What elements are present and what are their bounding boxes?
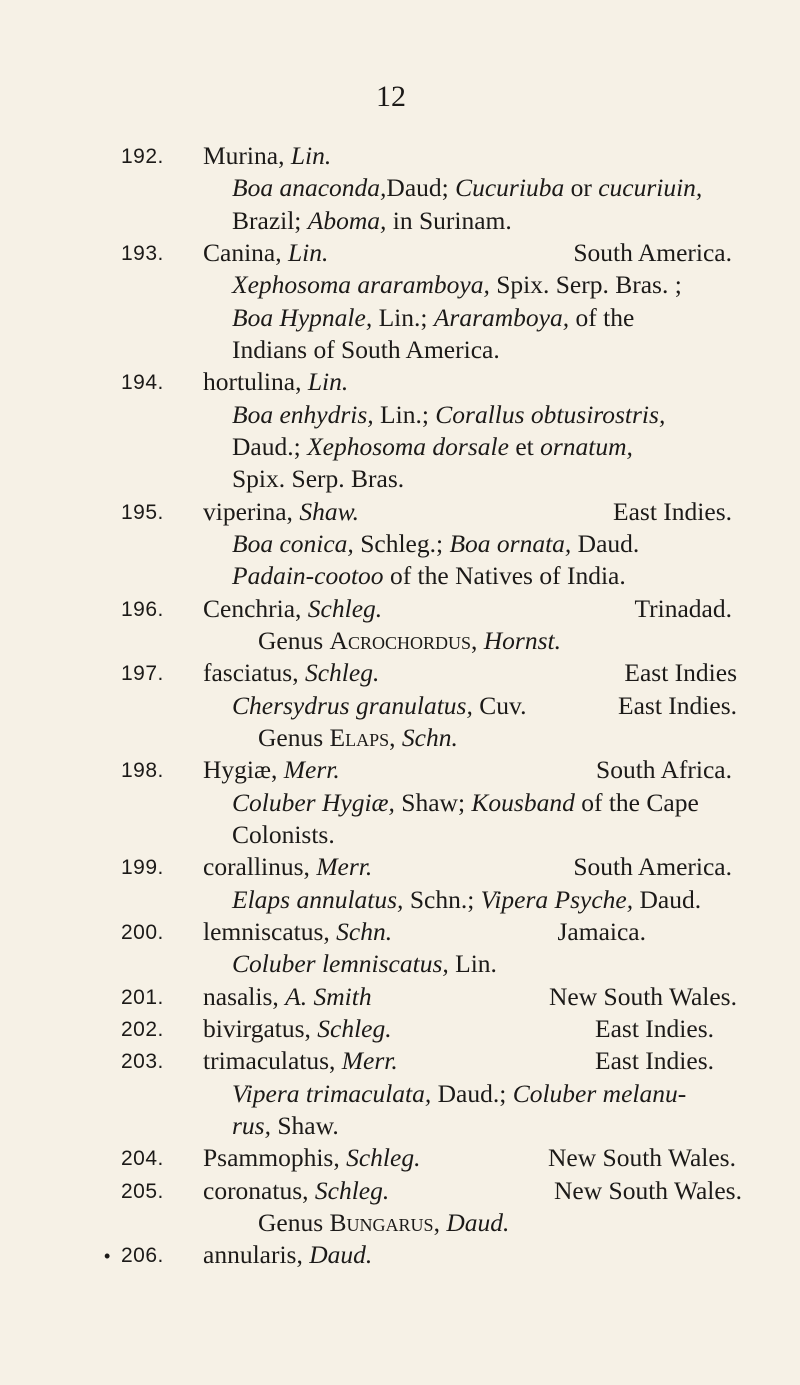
species-name: bivirgatus, bbox=[203, 1014, 311, 1043]
entry-number: 202. bbox=[121, 1018, 164, 1041]
author: Schleg. bbox=[304, 658, 380, 687]
author: Merr. bbox=[316, 852, 373, 881]
species-name: Canina, bbox=[203, 238, 282, 267]
entry-number: 201. bbox=[121, 986, 164, 1009]
locality: East Indies. bbox=[618, 691, 737, 720]
species-name: annularis, bbox=[203, 1240, 303, 1269]
synonym-line: Daud.; Xephosoma dorsale et ornatum, bbox=[232, 432, 633, 461]
entry-204 bbox=[0, 1140, 800, 1176]
species-name: Murina, bbox=[203, 141, 285, 170]
author: Schleg. bbox=[307, 594, 383, 623]
entry-number: 196. bbox=[121, 598, 164, 621]
author: Lin. bbox=[287, 238, 329, 267]
entry-193 bbox=[0, 235, 800, 271]
entry-number: 192. bbox=[121, 145, 164, 168]
author: Lin. bbox=[307, 367, 349, 396]
synonym-line: Elaps annulatus, Schn.; Vipera Psyche, Daud. bbox=[232, 885, 702, 914]
locality: East Indies. bbox=[613, 497, 732, 526]
entry-200 bbox=[0, 914, 800, 950]
species-name: Hygiæ, bbox=[203, 755, 278, 784]
locality: New South Wales. bbox=[547, 1143, 736, 1172]
entry-number: 194. bbox=[121, 371, 164, 394]
entry-number: 206. bbox=[121, 1244, 164, 1267]
locality: South America. bbox=[573, 238, 732, 267]
species-name: Psammophis, bbox=[203, 1143, 340, 1172]
entry-number: 203. bbox=[121, 1050, 164, 1073]
genus-heading: Genus Elaps, Schn. bbox=[258, 723, 458, 752]
author: Schleg. bbox=[314, 1176, 390, 1205]
entry-number: 205. bbox=[121, 1180, 164, 1203]
entry-206 bbox=[0, 1237, 800, 1273]
genus-heading: Genus Acrochordus, Hornst. bbox=[258, 626, 561, 655]
author: Shaw. bbox=[299, 497, 360, 526]
entry-203 bbox=[0, 1043, 800, 1079]
author: Schleg. bbox=[346, 1143, 421, 1172]
author: Schn. bbox=[336, 917, 393, 946]
species-name: corallinus, bbox=[203, 852, 310, 881]
locality: South America. bbox=[573, 852, 732, 881]
locality: East Indies. bbox=[595, 1046, 714, 1075]
entry-number: 204. bbox=[121, 1147, 164, 1170]
synonym-line: Boa conica, Schleg.; Boa ornata, Daud. bbox=[232, 529, 640, 558]
author: A. Smith bbox=[285, 982, 372, 1011]
locality: Trinadad. bbox=[634, 594, 732, 623]
page-number: 12 bbox=[376, 80, 406, 113]
synonym-line: Coluber lemniscatus, Lin. bbox=[232, 949, 497, 978]
synonym-line: Boa anaconda,Daud; Cucuriuba or cucuriuin, bbox=[232, 173, 703, 202]
author: Lin. bbox=[290, 141, 332, 170]
entry-202 bbox=[0, 1011, 800, 1047]
locality: New South Wales. bbox=[553, 1176, 742, 1205]
synonym-line: Vipera trimaculata, Daud.; Coluber melanu- bbox=[232, 1079, 687, 1108]
synonym-line: Chersydrus granulatus, Cuv. East Indies. bbox=[0, 688, 800, 724]
species-name: hortulina, bbox=[203, 367, 302, 396]
species-name: Cenchria, bbox=[203, 594, 302, 623]
author: Merr. bbox=[341, 1046, 398, 1075]
entry-number: 193. bbox=[121, 242, 164, 265]
author: Merr. bbox=[283, 755, 340, 784]
locality: New South Wales. bbox=[548, 982, 737, 1011]
synonym-line: Boa Hypnale, Lin.; Araramboya, of the bbox=[232, 303, 635, 332]
locality: South Africa. bbox=[596, 755, 732, 784]
synonym-line: Boa enhydris, Lin.; Corallus obtusirostris, bbox=[232, 400, 666, 429]
locality: East Indies bbox=[624, 658, 737, 687]
synonym-line: rus, Shaw. bbox=[232, 1111, 339, 1140]
genus-heading: Genus Bungarus, Daud. bbox=[258, 1208, 510, 1237]
entry-192 bbox=[0, 138, 800, 174]
entry-199 bbox=[0, 849, 800, 885]
entry-number: 195. bbox=[121, 501, 164, 524]
entry-number: 198. bbox=[121, 759, 164, 782]
author: Schleg. bbox=[317, 1014, 392, 1043]
synonym-line: Indians of South America. bbox=[232, 335, 500, 364]
species-name: trimaculatus, bbox=[203, 1046, 336, 1075]
entry-number: 197. bbox=[121, 662, 164, 685]
synonym-line: Padain-cootoo of the Natives of India. bbox=[232, 561, 626, 590]
entry-196 bbox=[0, 591, 800, 627]
species-name: lemniscatus, bbox=[203, 917, 330, 946]
synonym-line: Brazil; Aboma, in Surinam. bbox=[232, 206, 512, 235]
entry-number: 200. bbox=[121, 921, 164, 944]
bullet-mark: • bbox=[104, 1246, 111, 1266]
author: Daud. bbox=[309, 1240, 373, 1269]
entry-number: 199. bbox=[121, 856, 164, 879]
species-name: nasalis, bbox=[203, 982, 279, 1011]
species-name: viperina, bbox=[203, 497, 293, 526]
entry-197 bbox=[0, 655, 800, 691]
locality: East Indies. bbox=[595, 1014, 714, 1043]
entry-195 bbox=[0, 494, 800, 530]
species-name: fasciatus, bbox=[203, 658, 299, 687]
synonym-line: Coluber Hygiæ, Shaw; Kousband of the Cape bbox=[232, 788, 699, 817]
synonym-line: Colonists. bbox=[232, 820, 335, 849]
locality: Jamaica. bbox=[557, 917, 646, 946]
synonym-line: Spix. Serp. Bras. bbox=[232, 464, 405, 493]
species-name: coronatus, bbox=[203, 1176, 309, 1205]
synonym-line: Xephosoma araramboya, Spix. Serp. Bras. ; bbox=[232, 270, 682, 299]
entry-201 bbox=[0, 979, 800, 1015]
entry-198 bbox=[0, 752, 800, 788]
entry-194 bbox=[0, 364, 800, 400]
entry-205 bbox=[0, 1173, 800, 1209]
